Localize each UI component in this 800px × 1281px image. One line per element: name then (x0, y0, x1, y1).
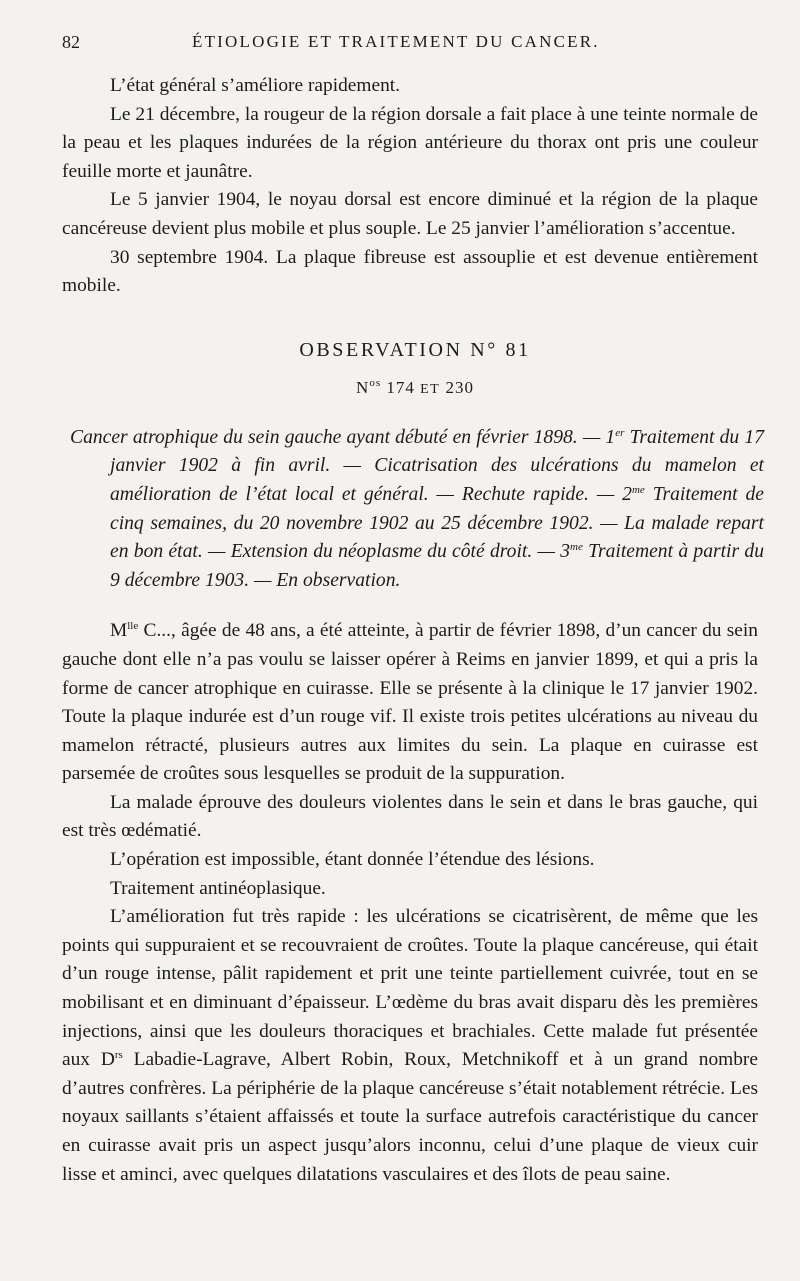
summary-sup: me (631, 483, 645, 496)
body-text: C..., âgée de 48 ans, a été atteinte, à partir de février 1898, d’un cancer du sein gauche dont elle n’a pas voulu se laisser opérer à Reims en janvier 1899, et qui a pris la forme de cancer atrophique en cuirasse. Elle se présente à la clinique le 17 janvier 1902. Toute la plaque indurée est d’un rouge vif. Il existe trois petites ulcérations au niveau du mamelon rétracté, plusieurs autres aux limites du sein. La plaque en cuirasse est parsemée de croûtes sous lesquelles se produit de la suppuration. (62, 620, 758, 785)
paragraph (62, 903, 758, 1189)
summary-sup: me (570, 541, 583, 554)
summary-text: Traitement du 17 janvier 1902 à fin avril. — Cicatrisation des ulcérations du mamelon et amélioration de l’état local et général. — Rechute rapide. — 2 (110, 426, 764, 505)
body-text: M (110, 620, 128, 642)
numbers-a: 174 (386, 377, 415, 397)
body-text: Labadie-Lagrave, Albert Robin, Roux, Metchnikoff et à un grand nombre d’autres confrères. La périphérie de la plaque cancéreuse s’était notablement rétrécie. Les noyaux saillants s’étaient affaissés et toute la surface autrefois caractéristique du cancer en cuirasse avait pris un aspect jusqu’alors inconnu, celui d’une plaque de vieux cuir lisse et aminci, avec quelques dilatations vasculaires et des îlots de peau saine. (62, 1049, 758, 1185)
numbers-conj: ET (420, 381, 441, 397)
paragraph: L’état général s’améliore rapidement. (110, 75, 401, 96)
observation-numbers (62, 378, 758, 398)
paragraph: Traitement antinéoplasique. (110, 877, 326, 899)
observation-title: OBSERVATION N° 81 (299, 338, 531, 361)
body-text: L’amélioration fut très rapide : les ulcérations se cicatrisèrent, de même que les points qui suppuraient et se recouvraient de croûtes. Toute la plaque cancéreuse, qui était d’un rouge intense, pâlit rapidement et prit une teinte partiellement cuivrée, tout en se mobilisant et en diminuant d’épaisseur. L’œdème du bras avait disparu dès les premières injections, ainsi que les douleurs thoraciques et brachiales. Cette malade fut présentée aux D (62, 906, 758, 1071)
numbers-sup: os (369, 376, 382, 389)
summary-text: Cancer atrophique du sein gauche ayant débuté en février 1898. — 1 (70, 426, 616, 448)
summary-text: Traitement de cinq semaines, du 20 novembre 1902 au 25 décembre 1902. — La malade repart en bon état. — Extension du néoplasme du côté droit. — 3 (110, 483, 765, 563)
running-title: ÉTIOLOGIE ET TRAITEMENT DU CANCER. (192, 32, 600, 51)
observation-summary (70, 424, 764, 596)
observation-body (62, 617, 758, 1189)
paragraph (62, 617, 758, 789)
paragraph: L’opération est impossible, étant donnée l’étendue des lésions. (110, 849, 595, 871)
paragraph: Le 5 janvier 1904, le noyau dorsal est encore diminué et la région de la plaque cancéreuse devient plus mobile et plus souple. Le 25 janvier l’amélioration s’accentue. (62, 189, 758, 239)
summary-text: Traitement à partir du 9 décembre 1903. — En observation. (110, 541, 765, 591)
paragraph: Le 21 décembre, la rougeur de la région dorsale a fait place à une teinte normale de la peau et les plaques indurées de la région antérieure du thorax ont pris une couleur feuille morte et jaunâtre. (62, 103, 758, 182)
page-number: 82 (62, 32, 80, 52)
body-sup: lle (127, 620, 139, 633)
intro-section (62, 72, 758, 301)
numbers-prefix: N (356, 377, 370, 397)
paragraph: La malade éprouve des douleurs violentes dans le sein et dans le bras gauche, qui est très œdématié. (62, 791, 758, 842)
body-sup: rs (114, 1049, 123, 1062)
paragraph: 30 septembre 1904. La plaque fibreuse est assouplie et est devenue entièrement mobile. (62, 246, 758, 297)
numbers-b: 230 (445, 377, 474, 397)
summary-sup: er (615, 426, 625, 439)
running-head (62, 28, 758, 58)
